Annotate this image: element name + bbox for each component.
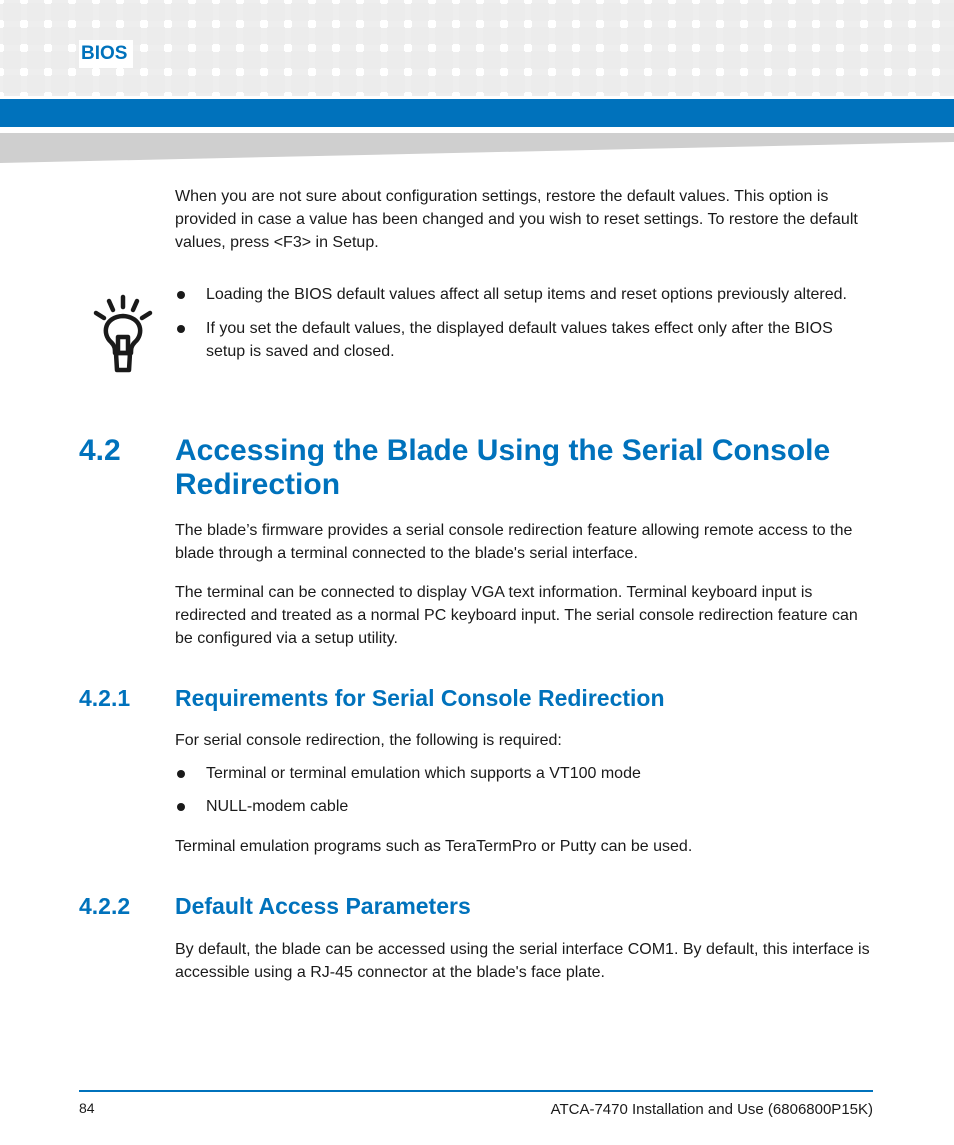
header-tile xyxy=(675,51,693,69)
header-tile xyxy=(411,3,429,21)
list-item xyxy=(175,283,875,306)
header-tile xyxy=(531,75,549,93)
header-tile xyxy=(387,51,405,69)
header-tile xyxy=(771,75,789,93)
header-tile xyxy=(723,51,741,69)
bullet-icon xyxy=(177,770,185,778)
paragraph: By default, the blade can be accessed using the serial interface COM1. By default, this interface is accessible using a RJ-45 connector at the blade's face plate. xyxy=(175,941,870,981)
header-tile xyxy=(939,27,954,45)
header-tile xyxy=(819,51,837,69)
header-tile xyxy=(51,3,69,21)
header-tile xyxy=(195,27,213,45)
header-tile xyxy=(459,3,477,21)
header-tile xyxy=(771,3,789,21)
header-tile xyxy=(51,27,69,45)
header-tile xyxy=(291,27,309,45)
header-tile xyxy=(651,51,669,69)
header-tile xyxy=(27,75,45,93)
header-tile xyxy=(771,27,789,45)
page-number: 84 xyxy=(79,1100,95,1116)
list-item xyxy=(175,795,875,818)
paragraph: The terminal can be connected to display VGA text information. Terminal keyboard input is redirected and treated as a normal PC keyboard input. The serial console redirection feature can be configured via a setup utility. xyxy=(175,584,858,647)
header-tile xyxy=(603,27,621,45)
header-tile xyxy=(243,27,261,45)
header-tile xyxy=(315,27,333,45)
header-tile xyxy=(843,3,861,21)
header-tile xyxy=(99,75,117,93)
header-tile xyxy=(555,75,573,93)
header-tile xyxy=(531,3,549,21)
header-tile xyxy=(579,3,597,21)
header-tile xyxy=(387,3,405,21)
header-tile xyxy=(339,75,357,93)
header-tile xyxy=(243,51,261,69)
header-tile xyxy=(267,51,285,69)
header-tile xyxy=(363,27,381,45)
header-tile xyxy=(483,27,501,45)
header-tile xyxy=(627,75,645,93)
header-tile xyxy=(747,27,765,45)
paragraph: For serial console redirection, the following is required: xyxy=(175,732,562,749)
header-tile xyxy=(147,51,165,69)
header-tile xyxy=(603,51,621,69)
header-tile xyxy=(795,75,813,93)
header-tile xyxy=(219,75,237,93)
header-tile xyxy=(411,51,429,69)
header-tile xyxy=(171,27,189,45)
header-tile xyxy=(891,75,909,93)
list-item xyxy=(175,317,875,363)
requirements-bullet-list xyxy=(175,762,875,818)
header-tile xyxy=(867,3,885,21)
list-item-text: Loading the BIOS default values affect all setup items and reset options previously altered. xyxy=(206,286,847,303)
header-tile xyxy=(627,3,645,21)
header-tile xyxy=(291,3,309,21)
header-tile xyxy=(459,75,477,93)
note-bullet-list xyxy=(175,283,875,363)
header-tile xyxy=(867,51,885,69)
header-tile xyxy=(651,3,669,21)
header-tile xyxy=(507,3,525,21)
header-tile xyxy=(243,75,261,93)
header-tile xyxy=(243,3,261,21)
bullet-icon xyxy=(177,325,185,333)
header-tile xyxy=(123,75,141,93)
header-tile xyxy=(387,75,405,93)
running-section-label: BIOS xyxy=(79,40,133,68)
header-tile xyxy=(747,75,765,93)
header-tile xyxy=(219,3,237,21)
header-tile xyxy=(411,75,429,93)
paragraph: The blade’s firmware provides a serial console redirection feature allowing remote access to the blade through a terminal connected to the blade's serial interface. xyxy=(175,522,853,562)
header-tile xyxy=(747,51,765,69)
header-tile xyxy=(675,75,693,93)
header-tile xyxy=(3,75,21,93)
header-tile xyxy=(795,51,813,69)
header-tile xyxy=(75,3,93,21)
bullet-icon xyxy=(177,291,185,299)
header-tile xyxy=(3,27,21,45)
header-tile xyxy=(27,3,45,21)
header-tile xyxy=(147,3,165,21)
header-tile xyxy=(771,51,789,69)
header-tile xyxy=(291,51,309,69)
header-tile xyxy=(435,27,453,45)
bullet-icon xyxy=(177,803,185,811)
header-tile xyxy=(627,51,645,69)
header-tile xyxy=(51,75,69,93)
header-tile xyxy=(267,3,285,21)
lightbulb-icon xyxy=(92,293,154,375)
list-item-text: NULL-modem cable xyxy=(206,798,349,815)
header-tile xyxy=(171,51,189,69)
document-title: ATCA-7470 Installation and Use (6806800P15K) xyxy=(550,1101,873,1118)
header-tile xyxy=(699,51,717,69)
header-tile xyxy=(195,51,213,69)
header-tile xyxy=(603,75,621,93)
header-tile xyxy=(3,51,21,69)
header-tile xyxy=(915,51,933,69)
header-tile xyxy=(747,3,765,21)
header-tile xyxy=(915,27,933,45)
header-tile xyxy=(459,27,477,45)
header-tile xyxy=(507,27,525,45)
header-tile xyxy=(651,27,669,45)
header-tile xyxy=(819,75,837,93)
header-tile-grid xyxy=(0,0,954,96)
header-tile xyxy=(651,75,669,93)
header-tile xyxy=(675,27,693,45)
header-tile xyxy=(147,75,165,93)
header-blue-bar xyxy=(0,99,954,127)
header-tile xyxy=(363,3,381,21)
header-tile xyxy=(291,75,309,93)
header-tile xyxy=(483,75,501,93)
header-tile xyxy=(435,75,453,93)
header-tile xyxy=(915,3,933,21)
header-tile xyxy=(891,3,909,21)
header-tile xyxy=(147,27,165,45)
header-tile xyxy=(195,3,213,21)
header-tile xyxy=(51,51,69,69)
section-number: 4.2.1 xyxy=(79,685,131,711)
header-tile xyxy=(483,3,501,21)
header-tile xyxy=(339,3,357,21)
header-tile xyxy=(27,27,45,45)
header-tile xyxy=(891,51,909,69)
header-tile xyxy=(195,75,213,93)
header-tile xyxy=(579,51,597,69)
section-number: 4.2 xyxy=(79,434,121,467)
header-tile xyxy=(339,27,357,45)
list-item-text: Terminal or terminal emulation which supports a VT100 mode xyxy=(206,765,641,782)
header-tile xyxy=(867,27,885,45)
header-tile xyxy=(819,3,837,21)
header-tile xyxy=(795,3,813,21)
header-tile xyxy=(171,75,189,93)
header-tile xyxy=(387,27,405,45)
header-tile xyxy=(843,51,861,69)
header-tile xyxy=(531,51,549,69)
header-tile xyxy=(363,51,381,69)
header-tile xyxy=(363,75,381,93)
header-tile xyxy=(891,27,909,45)
header-tile xyxy=(699,3,717,21)
header-tile xyxy=(603,3,621,21)
header-tile xyxy=(339,51,357,69)
header-tile xyxy=(579,27,597,45)
header-tile xyxy=(555,3,573,21)
list-item xyxy=(175,762,875,785)
header-tile xyxy=(507,75,525,93)
section-title: Accessing the Blade Using the Serial Console Redirection xyxy=(175,434,831,501)
header-tile xyxy=(675,3,693,21)
header-tile xyxy=(555,51,573,69)
header-tile xyxy=(3,3,21,21)
header-tile xyxy=(315,3,333,21)
header-tile xyxy=(99,3,117,21)
header-tile xyxy=(723,75,741,93)
header-tile xyxy=(171,3,189,21)
header-tile xyxy=(75,75,93,93)
header-tile xyxy=(939,3,954,21)
list-item-text: If you set the default values, the displayed default values takes effect only after the BIOS setup is saved and closed. xyxy=(206,320,833,360)
header-tile xyxy=(819,27,837,45)
header-tile xyxy=(267,75,285,93)
header-tile xyxy=(723,27,741,45)
header-tile xyxy=(435,51,453,69)
header-tile xyxy=(723,3,741,21)
paragraph: Terminal emulation programs such as TeraTermPro or Putty can be used. xyxy=(175,838,693,855)
header-tile xyxy=(795,27,813,45)
header-tile xyxy=(843,27,861,45)
header-tile xyxy=(579,75,597,93)
header-grey-wedge xyxy=(0,133,954,163)
section-title: Default Access Parameters xyxy=(175,893,471,919)
header-tile xyxy=(315,75,333,93)
header-tile xyxy=(267,27,285,45)
header-tile xyxy=(411,27,429,45)
header-tile xyxy=(939,51,954,69)
header-tile xyxy=(459,51,477,69)
header-tile xyxy=(315,51,333,69)
header-tile xyxy=(555,27,573,45)
header-tile xyxy=(843,75,861,93)
header-tile xyxy=(627,27,645,45)
section-title: Requirements for Serial Console Redirection xyxy=(175,685,665,711)
footer-rule xyxy=(79,1090,873,1092)
header-tile xyxy=(219,27,237,45)
header-tile xyxy=(123,3,141,21)
header-tile xyxy=(699,27,717,45)
header-tile xyxy=(915,75,933,93)
header-tile-pattern xyxy=(0,0,954,96)
header-tile xyxy=(699,75,717,93)
section-number: 4.2.2 xyxy=(79,893,131,919)
header-tile xyxy=(507,51,525,69)
header-tile xyxy=(867,75,885,93)
intro-paragraph: When you are not sure about configuration settings, restore the default values. This option is provided in case a value has been changed and you wish to reset settings. To restore the default values, press <F3> in Setup. xyxy=(175,188,858,251)
header-tile xyxy=(483,51,501,69)
header-tile xyxy=(939,75,954,93)
header-tile xyxy=(435,3,453,21)
header-tile xyxy=(27,51,45,69)
header-tile xyxy=(219,51,237,69)
header-tile xyxy=(531,27,549,45)
